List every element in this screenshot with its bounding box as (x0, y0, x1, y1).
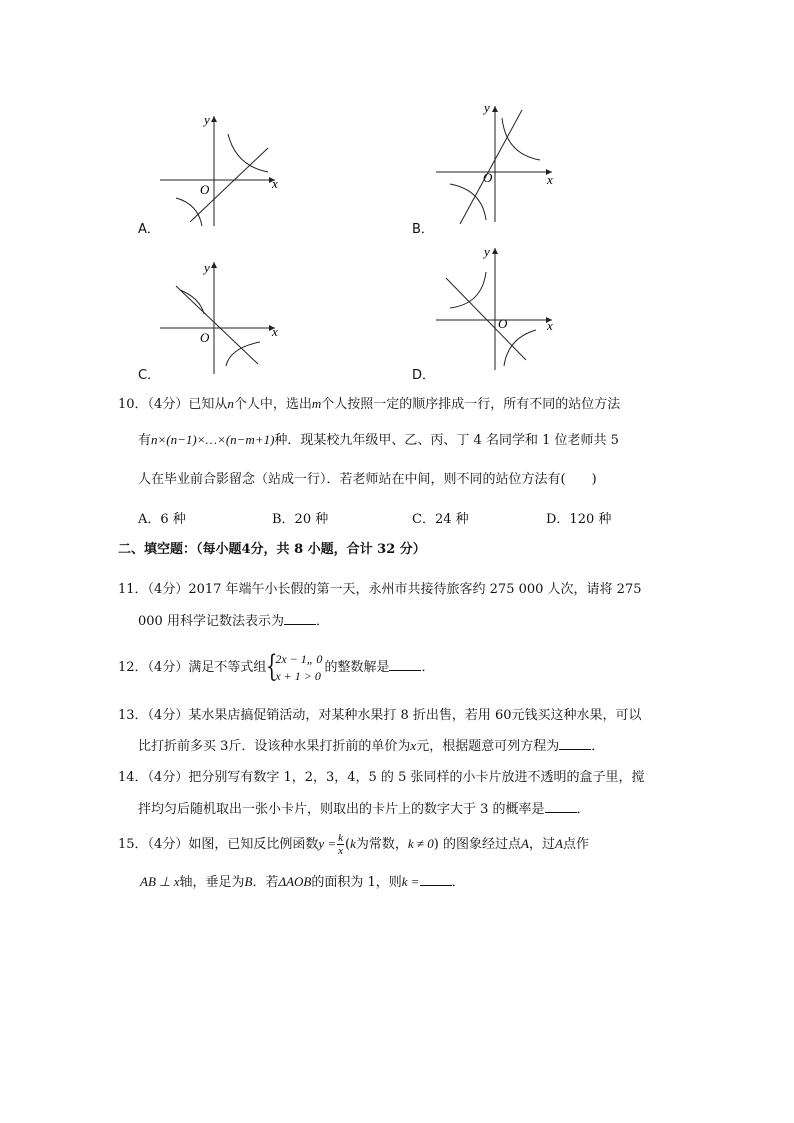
hyperbola-branch-lower (504, 330, 536, 366)
q10-choice-a[interactable]: A．6 种 (138, 512, 186, 527)
linear-function-line (446, 278, 526, 360)
hyperbola-branch-upper (502, 118, 540, 160)
y-axis-label: y (204, 260, 210, 275)
option-d-label: D． (412, 368, 436, 383)
y-axis-arrow (492, 248, 498, 254)
section-2-title: 二、填空题：（每小题4分，共 8 小题，合计 32 分） (118, 542, 426, 557)
q13-answer-blank[interactable] (559, 737, 591, 750)
linear-function-line (176, 286, 258, 364)
hyperbola-branch-upper (450, 272, 486, 308)
q13-line-1: 13．（4分）某水果店搞促销活动，对某种水果打 8 折出售，若用 60元钱买这种水果，可以 (118, 708, 642, 723)
q15-answer-blank[interactable] (420, 873, 452, 886)
y-axis-arrow (211, 262, 217, 268)
q10-line-1: 10．（4分）已知从n个人中，选出m个人按照一定的顺序排成一行，所有不同的站位方法 (118, 396, 621, 412)
q10-choice-b[interactable]: B．20 种 (272, 512, 329, 527)
x-axis-label: x (547, 172, 553, 187)
x-axis-label: x (272, 176, 278, 191)
option-a-label: A． (138, 222, 160, 237)
option-c-label: C． (138, 368, 161, 383)
hyperbola-branch-lower (450, 184, 486, 220)
y-axis-label: y (484, 100, 490, 115)
q10-formula: n×(n−1)×…×(n−m+1) (151, 432, 275, 447)
q14-answer-blank[interactable] (545, 800, 577, 813)
linear-function-line (460, 110, 522, 224)
q14-line-1: 14．（4分）把分别写有数字 1，2，3，4，5 的 5 张同样的小卡片放进不透明的盒子里，搅 (118, 770, 645, 785)
q10-line-2: 有n×(n−1)×…×(n−m+1)种．现某校九年级甲、乙、丙、丁 4 名同学和 1 位老师共 5 (138, 432, 619, 448)
q10-choice-d[interactable]: D．120 种 (546, 512, 612, 527)
y-axis-label: y (484, 244, 490, 259)
q14-line-2: 拌均匀后随机取出一张小卡片，则取出的卡片上的数字大于 3 的概率是 ． (138, 802, 590, 817)
q11-answer-blank[interactable] (284, 612, 316, 625)
origin-label: O (498, 316, 508, 331)
q15-fraction: $\frac{k}{x}$ (338, 832, 344, 857)
x-axis-label: x (547, 318, 553, 333)
y-axis-arrow (211, 116, 217, 122)
origin-label: O (483, 170, 493, 185)
y-axis-arrow (492, 106, 498, 112)
hyperbola-branch-lower (226, 342, 260, 366)
graph-option-b (432, 100, 572, 225)
q12-inequality-system: { 2x − 1„ 0 x + 1 > 0 (266, 648, 323, 684)
hyperbola-branch-lower (176, 198, 202, 226)
graph-option-c (150, 256, 290, 376)
y-axis-label: y (204, 112, 210, 127)
graph-option-d (432, 242, 572, 372)
q11-line-1: 11．（4分）2017 年端午小长假的第一天，永州市共接待旅客约 275 000 人次，请将 275 (118, 582, 642, 597)
q15-line-1: 15．（4分）如图，已知反比例函数y = $\frac{k}{x}$ (k为常数，k ≠ 0) 的图象经过点A，过A点作 (118, 832, 589, 857)
graph-option-a (150, 108, 290, 228)
q10-line-3: 人在毕业前合影留念（站成一行）．若老师站在中间，则不同的站位方法有( ) (138, 472, 597, 487)
q15-line-2: AB ⊥ x轴，垂足为B．若ΔAOB的面积为 1，则k = ． (140, 874, 465, 890)
origin-label: O (200, 330, 210, 345)
x-axis-label: x (272, 324, 278, 339)
origin-label: O (200, 182, 210, 197)
q12-answer-blank[interactable] (389, 658, 421, 671)
q11-line-2: 000 用科学记数法表示为 ． (138, 614, 329, 629)
option-b-label: B． (412, 222, 434, 237)
q12-line: 12．（4分）满足不等式组 { 2x − 1„ 0 x + 1 > 0 的整数解是 ． (118, 648, 435, 684)
q13-line-2: 比打折前多买 3斤．设该种水果打折前的单价为x元，根据题意可列方程为 ． (138, 738, 605, 754)
q10-choice-c[interactable]: C．24 种 (412, 512, 469, 527)
